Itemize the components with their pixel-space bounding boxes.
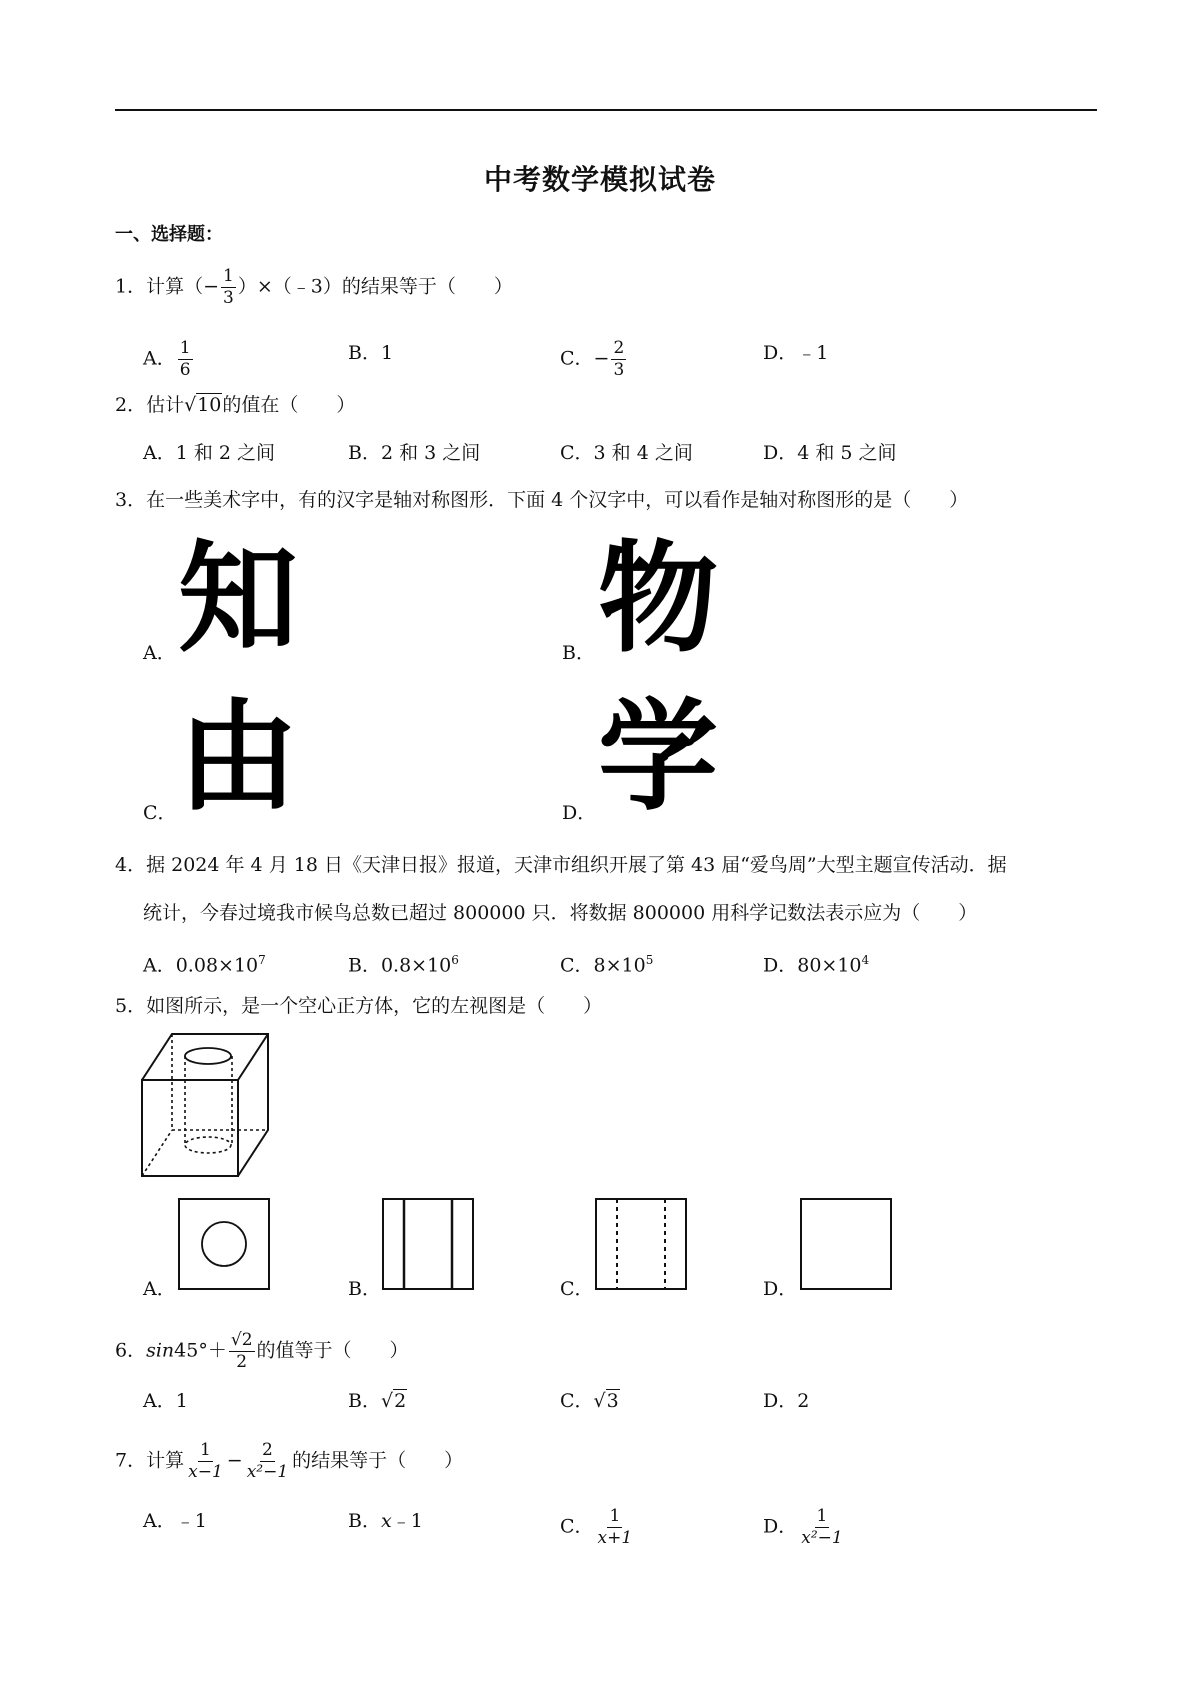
plain-square-view bbox=[800, 1198, 894, 1292]
q3-option-a[interactable]: A． bbox=[143, 642, 176, 664]
q4-option-c[interactable]: C．$8\times 10^5$ bbox=[560, 953, 654, 977]
page-title: 中考数学模拟试卷 bbox=[483, 163, 716, 196]
question-7: 7．计算 $\frac{1}{x-1}$ − $\frac{2}{\text{x²−1}}$ 的结果等于（ ） bbox=[115, 1440, 464, 1482]
q6-option-d[interactable]: D．2 bbox=[763, 1390, 810, 1412]
q1-option-d[interactable]: D．﹣1 bbox=[763, 342, 829, 364]
q5-option-c[interactable]: C． bbox=[560, 1278, 594, 1300]
q4-option-a[interactable]: A．$0.08\times 10^7$ bbox=[143, 953, 266, 977]
q3-option-c[interactable]: C． bbox=[143, 802, 177, 824]
q3-option-d[interactable]: D． bbox=[562, 802, 597, 824]
q3-option-b[interactable]: B． bbox=[562, 642, 595, 664]
fraction: $\frac{1}{3}$ bbox=[223, 266, 234, 308]
square-with-dashed-lines-view bbox=[595, 1198, 689, 1292]
question-2: 2．估计√10的值在（ ） bbox=[115, 394, 356, 416]
header-rule bbox=[115, 109, 1097, 111]
q5-option-d[interactable]: D． bbox=[763, 1278, 798, 1300]
char-zhi: 知 bbox=[178, 530, 298, 669]
section-heading: 一、选择题： bbox=[115, 224, 223, 245]
q2-option-d[interactable]: D．4 和 5 之间 bbox=[763, 442, 897, 464]
question-4-line-1: 4．据 2024 年 4 月 18 日《天津日报》报道，天津市组织开展了第 43 届“爱鸟周”大型主题宣传活动．据 bbox=[115, 854, 1007, 876]
q7-option-c[interactable]: C． $\frac{1}{x+1}$ bbox=[560, 1506, 633, 1548]
char-xue: 学 bbox=[598, 688, 718, 827]
q7-option-d[interactable]: D． $\frac{1}{\text{x²−1}}$ bbox=[763, 1506, 843, 1548]
hollow-cube-figure bbox=[138, 1030, 278, 1180]
q2-option-a[interactable]: A．1 和 2 之间 bbox=[143, 442, 276, 464]
question-3: 3．在一些美术字中，有的汉字是轴对称图形．下面 4 个汉字中，可以看作是轴对称图形的是（ ） bbox=[115, 489, 969, 511]
q6-option-c[interactable]: C．√3 bbox=[560, 1390, 619, 1412]
question-1: 1．计算（− $\frac{1}{3}$ ）×（﹣3）的结果等于（ ） bbox=[115, 266, 513, 308]
q4-option-d[interactable]: D．$80\times 10^4$ bbox=[763, 953, 870, 977]
square-with-solid-lines-view bbox=[382, 1198, 476, 1292]
question-4-line-2: 统计，今春过境我市候鸟总数已超过 800000 只．将数据 800000 用科学记数法表示应为（ ） bbox=[143, 902, 978, 924]
q7-option-b[interactable]: B．x﹣1 bbox=[348, 1510, 423, 1532]
q6-option-b[interactable]: B．√2 bbox=[348, 1390, 407, 1412]
q5-option-b[interactable]: B． bbox=[348, 1278, 381, 1300]
question-6: 6．sin45°＋ $\frac{√2}{2}$ 的值等于（ ） bbox=[115, 1330, 409, 1372]
square-with-circle-view bbox=[178, 1198, 272, 1292]
q5-option-a[interactable]: A． bbox=[143, 1278, 176, 1300]
q6-option-a[interactable]: A．1 bbox=[143, 1390, 188, 1412]
square-root: √10 bbox=[184, 394, 222, 416]
char-you: 由 bbox=[178, 688, 298, 827]
q1-option-c[interactable]: C．− $\frac{2}{3}$ bbox=[560, 338, 625, 380]
q1-option-a[interactable]: A． $\frac{1}{6}$ bbox=[143, 338, 191, 380]
q1-option-b[interactable]: B．1 bbox=[348, 342, 394, 364]
q2-option-c[interactable]: C．3 和 4 之间 bbox=[560, 442, 693, 464]
q2-option-b[interactable]: B．2 和 3 之间 bbox=[348, 442, 481, 464]
q4-option-b[interactable]: B．$0.8\times 10^6$ bbox=[348, 953, 459, 977]
char-wu: 物 bbox=[598, 530, 718, 669]
q7-option-a[interactable]: A．﹣1 bbox=[143, 1510, 207, 1532]
question-5: 5．如图所示，是一个空心正方体，它的左视图是（ ） bbox=[115, 995, 603, 1017]
